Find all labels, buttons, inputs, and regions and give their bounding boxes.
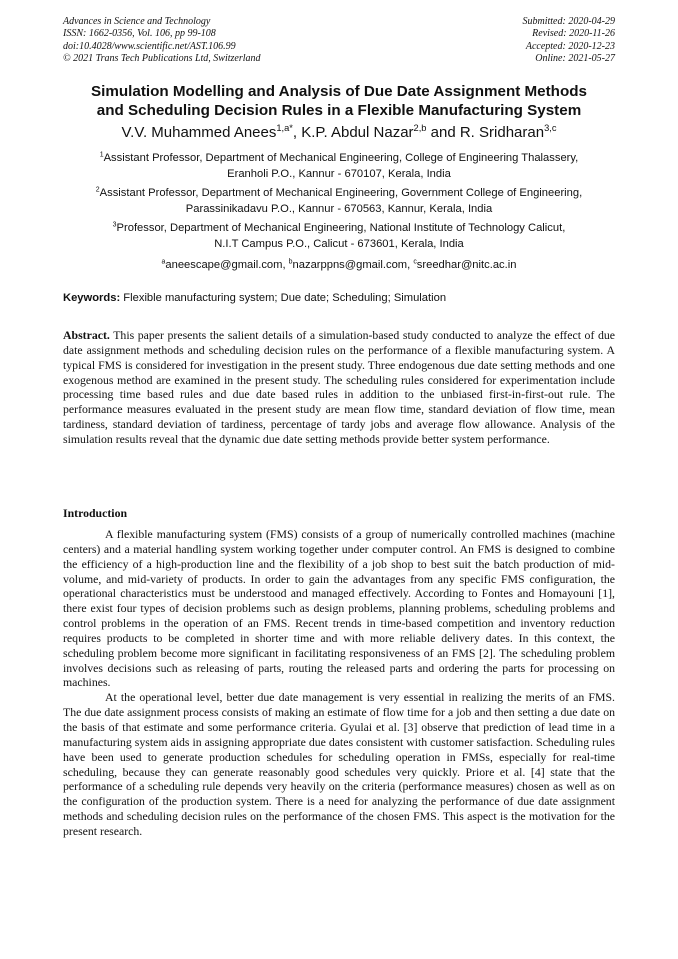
date-accepted: Accepted: 2020-12-23	[525, 40, 615, 52]
author-2-affil: 2,b	[413, 123, 427, 133]
affiliation-3-line-1: Professor, Department of Mechanical Engineering, National Institute of Technology Calicut,	[116, 222, 566, 234]
affiliation-2-line-1: Assistant Professor, Department of Mechanical Engineering, Government College of Engineering,	[99, 187, 583, 199]
affiliation-2	[50, 185, 628, 217]
email-b[interactable]: nazarppns@gmail.com,	[292, 259, 414, 271]
abstract-text: This paper presents the salient details of a simulation-based study conducted to analyze the effect of due date assignment methods and scheduling decision rules on the performance of a flexible manufacturing system. A typical FMS is considered for investigation in the present study. Three endogenous due date setting methods and one exogenous method are examined in the present study. The scheduling rules considered for experimentation include processing time based rules and due date based rules in addition to the unbiased first-in-first-out rule. The performance measures evaluated in the present study are mean flow time, standard deviation of flow time, mean tardiness, standard deviation of tardiness, percentage of tardy jobs and average flow allowance. Analysis of the simulation results reveal that the dynamic due date setting methods provide better system performance.	[63, 328, 615, 446]
author-3: and R. Sridharan	[426, 124, 545, 141]
date-revised: Revised: 2020-11-26	[532, 28, 615, 40]
affiliation-3-number: 3	[112, 221, 117, 229]
affiliation-1-number: 1	[99, 151, 104, 159]
journal-name: Advances in Science and Technology	[63, 16, 211, 27]
affiliation-2-line-2: Parassinikadavu P.O., Kannur - 670563, Kannur, Kerala, India	[185, 203, 493, 215]
journal-info	[63, 16, 261, 66]
date-online: Online: 2021-05-27	[535, 53, 615, 65]
author-1-affil: 1,a*	[276, 123, 293, 133]
title-line-1: Simulation Modelling and Analysis of Due Date Assignment Methods	[91, 83, 587, 100]
paper-title	[40, 82, 638, 120]
title-line-2: and Scheduling Decision Rules in a Flexible Manufacturing System	[96, 102, 582, 119]
keywords	[63, 291, 615, 306]
introduction-heading: Introduction	[63, 506, 128, 520]
keywords-text: Flexible manufacturing system; Due date; Scheduling; Simulation	[120, 292, 447, 304]
affiliation-3-line-2: N.I.T Campus P.O., Calicut - 673601, Kerala, India	[214, 238, 464, 250]
author-2: , K.P. Abdul Nazar	[292, 124, 414, 141]
date-submitted: Submitted: 2020-04-29	[522, 16, 615, 27]
affiliation-1-line-1: Assistant Professor, Department of Mechanical Engineering, College of Engineering Thalassery,	[103, 152, 579, 164]
author-emails: $^a$aneescape@gmail.com, $^b$nazarppns@gmail.com, $^c$sreedhar@nitc.ac.in	[161, 258, 517, 271]
author-list	[40, 124, 638, 142]
abstract	[63, 328, 615, 447]
author-3-affil: 3,c	[544, 123, 557, 133]
affiliation-2-number: 2	[95, 186, 100, 194]
abstract-label: Abstract.	[63, 328, 110, 342]
journal-doi: doi:10.4028/www.scientific.net/AST.106.99	[63, 40, 236, 52]
affiliation-1	[50, 150, 628, 182]
author-1: V.V. Muhammed Anees	[121, 124, 277, 141]
keywords-label: Keywords:	[63, 292, 121, 304]
journal-issn: ISSN: 1662-0356, Vol. 106, pp 99-108	[63, 28, 216, 40]
introduction-body	[63, 527, 615, 839]
journal-copyright: © 2021 Trans Tech Publications Ltd, Switzerland	[63, 53, 261, 65]
introduction-paragraph-2: At the operational level, better due date management is very essential in realizing the merits of an FMS. The due date assignment process consists of making an estimate of flow time for a job and then setting a due date on the basis of that estimate and some performance criteria. Gyulai et al. [3] observe that prediction of lead time in a manufacturing system aids in assigning appropriate due dates consistent with customer satisfaction. Scheduling rules have been used to generate production schedules for scheduling operation in FMSs, especially for real-time scheduling, because they can generate reasonably good schedules very quickly. Priore et al. [4] state that the performance of a scheduling rule depends very heavily on the criteria (performance measures) chosen as well as on the configuration of the production system. There is a need for analyzing the performance of due date assignment methods and scheduling decision rules on the performance of the chosen FMS. This aspect is the motivation for the present research.	[63, 690, 615, 838]
affiliation-1-line-2: Eranholi P.O., Kannur - 670107, Kerala, India	[227, 168, 451, 180]
affiliation-3	[50, 220, 628, 252]
email-a[interactable]: aneescape@gmail.com,	[165, 259, 289, 271]
introduction-paragraph-1: A flexible manufacturing system (FMS) consists of a group of numerically controlled machines (machine centers) and a material handling system working together under computer control. An FMS is designed to combine the efficiency of a high-production line and the flexibility of a job shop to best suit the batch production of mid-volume, and mid-variety of products. In order to gain the advantages from any specific FMS configuration, the operational characteristics must be understood and managed effectively. According to Fontes and Homayouni [1], there exist four types of decision problems such as design problems, planning problems, scheduling problems and control problems in the operation of an FMS. Recent trends in time-based competition and inventory reduction requires products to be completed in shorter time and with more reliable delivery dates. In this context, the scheduling problem become more significant in facilitating responsiveness of an FMS [2]. The scheduling problem involves decisions such as releasing of parts, routing the released parts and ordering the parts for processing on machines.	[63, 527, 615, 690]
email-c[interactable]: sreedhar@nitc.ac.in	[416, 259, 517, 271]
submission-dates	[523, 16, 616, 66]
